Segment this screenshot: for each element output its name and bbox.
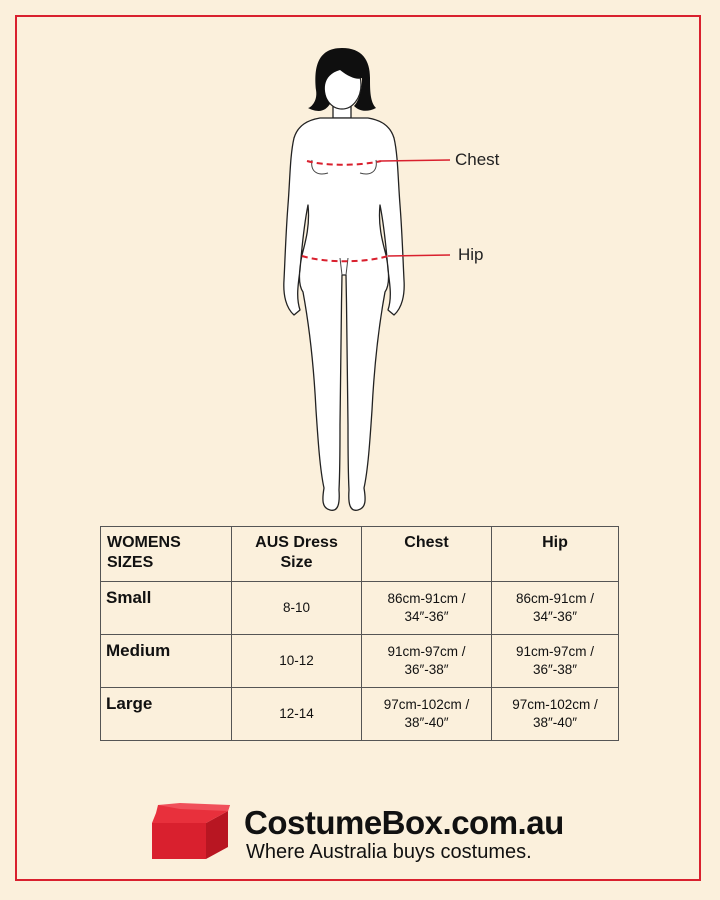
chest-cell: 91cm-97cm / 36″-38″ [362, 635, 492, 688]
hip-cell: 97cm-102cm / 38″-40″ [492, 688, 619, 741]
size-chart-table [100, 526, 619, 741]
table-header-row [101, 527, 619, 582]
header-chest: Chest [362, 527, 492, 582]
size-name-cell: Small [101, 582, 232, 635]
woman-silhouette-icon [250, 30, 510, 520]
header-hip: Hip [492, 527, 619, 582]
table-row [101, 582, 619, 635]
red-box-icon [150, 803, 232, 861]
chest-label: Chest [455, 150, 500, 169]
hip-cell: 91cm-97cm / 36″-38″ [492, 635, 619, 688]
logo-tagline: Where Australia buys costumes. [246, 841, 532, 863]
logo-brand-text: CostumeBox.com.au [244, 804, 564, 841]
size-name-cell: Large [101, 688, 232, 741]
table-row [101, 635, 619, 688]
aus-size-cell: 12-14 [232, 688, 362, 741]
aus-size-cell: 8-10 [232, 582, 362, 635]
header-aus-dress-size: AUS Dress Size [232, 527, 362, 582]
table-row [101, 688, 619, 741]
header-womens-sizes: WOMENS SIZES [101, 527, 232, 582]
body-figure-illustration [250, 30, 510, 520]
chest-cell: 97cm-102cm / 38″-40″ [362, 688, 492, 741]
hip-cell: 86cm-91cm / 34″-36″ [492, 582, 619, 635]
size-name-cell: Medium [101, 635, 232, 688]
aus-size-cell: 10-12 [232, 635, 362, 688]
chest-cell: 86cm-91cm / 34″-36″ [362, 582, 492, 635]
hip-label: Hip [458, 245, 484, 264]
costumebox-logo [150, 803, 590, 869]
